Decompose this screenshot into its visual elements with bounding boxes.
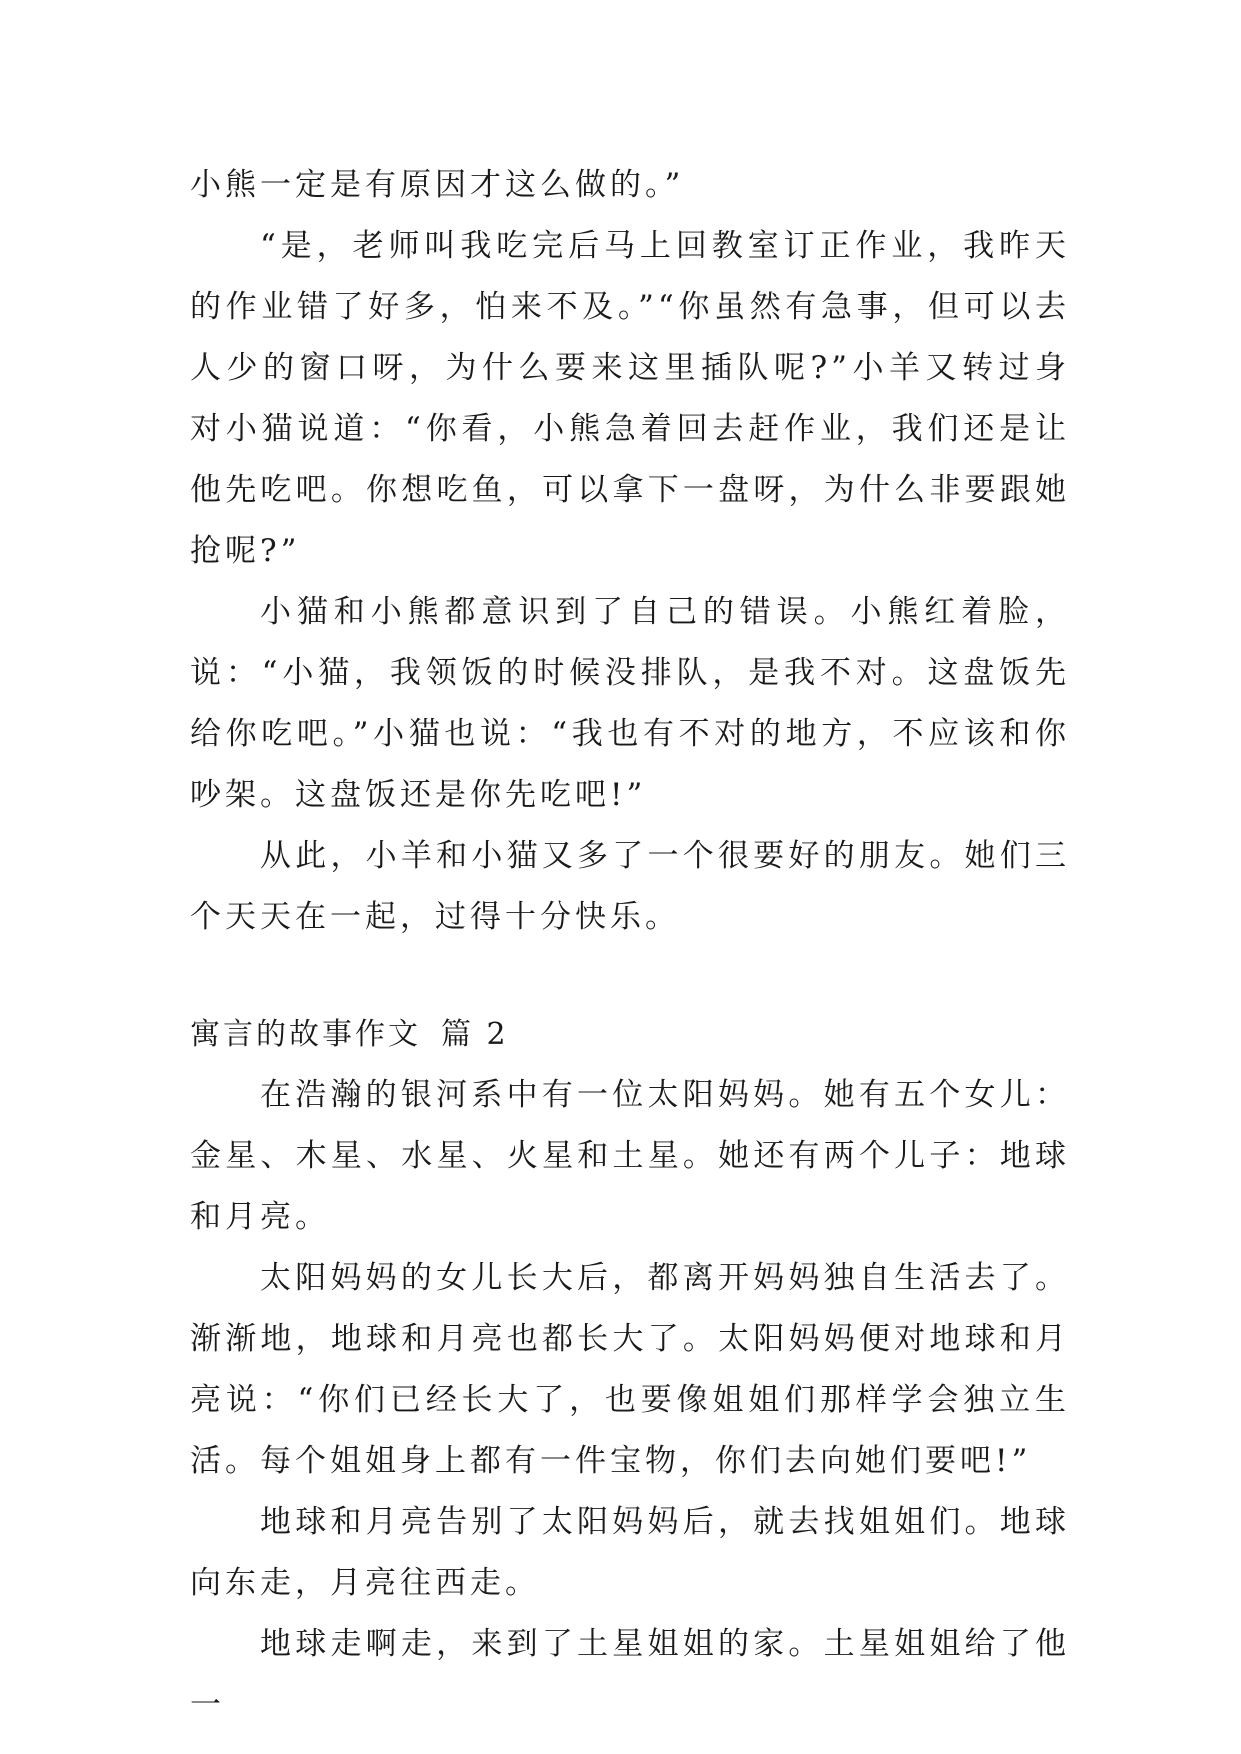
paragraph-saturn: 地球走啊走，来到了土星姐姐的家。土星姐姐给了他一 <box>190 1626 1070 1723</box>
paragraph-grown-up: 太阳妈妈的女儿长大后，都离开妈妈独自生活去了。渐渐地，地球和月亮也都长大了。太阳妈妈便对地球和月亮说：“你们已经长大了，也要像姐姐们那样学会独立生活。每个姐姐身上都有一件宝物，你们去向她们要吧!” <box>190 1260 1070 1479</box>
document-body <box>190 155 1070 1736</box>
paragraph-sun-family: 在浩瀚的银河系中有一位太阳妈妈。她有五个女儿：金星、木星、水星、火星和土星。她还有两个儿子：地球和月亮。 <box>190 1077 1070 1235</box>
paragraph-dialogue: “是，老师叫我吃完后马上回教室订正作业，我昨天的作业错了好多，怕来不及。”“你虽然有急事，但可以去人少的窗口呀，为什么要来这里插队呢?”小羊又转过身对小猫说道：“你看，小熊急着回去赶作业，我们还是让他先吃吧。你想吃鱼，可以拿下一盘呀，为什么非要跟她抢呢?” <box>190 228 1070 569</box>
paragraph-continuation: 小熊一定是有原因才这么做的。” <box>190 167 685 203</box>
paragraph-ending: 从此，小羊和小猫又多了一个很要好的朋友。她们三个天天在一起，过得十分快乐。 <box>190 838 1070 935</box>
section-number: 篇 2 <box>441 1017 509 1052</box>
section-heading <box>190 1004 1070 1065</box>
paragraph-apology: 小猫和小熊都意识到了自己的错误。小熊红着脸，说：“小猫，我领饭的时候没排队，是我不对。这盘饭先给你吃吧。”小猫也说：“我也有不对的地方，不应该和你吵架。这盘饭还是你先吃吧!” <box>190 594 1070 813</box>
section-title: 寓言的故事作文 <box>190 1017 421 1052</box>
paragraph-departure: 地球和月亮告别了太阳妈妈后，就去找姐姐们。地球向东走，月亮往西走。 <box>190 1504 1070 1601</box>
section-spacer <box>190 948 1070 1004</box>
